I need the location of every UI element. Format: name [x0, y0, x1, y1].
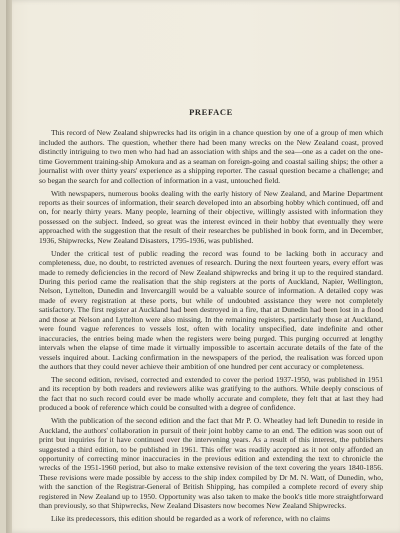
book-spine-shadow [6, 0, 12, 533]
book-page [6, 0, 400, 533]
paragraph-6: Like its predecessors, this edition should be regarded as a work of reference, with no claims [51, 514, 330, 524]
paragraph-2: With newspapers, numerous books dealing with the early history of New Zealand, and Marine Department reports as their sources of information, their search developed into an absorbing hobby which continued, off and on, for nearly thirty years. Many people, learning of their objective, willingly assisted with information they possessed on the subject. Indeed, so great was the interest evinced in their hobby that eventually they were approached with the suggestion that the result of their researches be published in book form, and in December, 1936, Shipwrecks, New Zealand Disasters, 1795-1936, was published. [39, 188, 383, 245]
page-heading: PREFACE [189, 107, 233, 117]
preface-text-block [39, 108, 383, 527]
paragraph-1: This record of New Zealand shipwrecks had its origin in a chance question by one of a group of men which included the authors. The question, whether there had been many wrecks on the New Zealand coast, proved distinctly intriguing to two men who had had an association with ships and the sea—one as a cadet on the one-time Government training-ship Amokura and as a seaman on foreign-going and coastal sailing ships; the other a journalist with over thirty years' experience as a shipping reporter. The casual question became a challenge; and so began the search for and collection of information in a vast, untouched field. [39, 128, 383, 185]
paragraph-5: With the publication of the second edition and the fact that Mr P. O. Wheatley had left Dunedin to reside in Auckland, the authors' collaboration in pursuit of their joint hobby came to an end. The edition was soon out of print but inquiries for it have continued over the intervening years. As a result of this interest, the publishers suggested a third edition, to be published in 1961. This offer was readily accepted as it not only afforded an opportunity of correcting minor inaccuracies in the previous edition and extending the text to chronicle the wrecks of the 1951-1960 period, but also to make extensive revision of the text covering the years 1840-1856. These revisions were made possible by access to the ship index compiled by Dr M. N. Watt, of Dunedin, who, with the sanction of the Registrar-General of British Shipping, has compiled a complete record of every ship registered in New Zealand up to 1950. Opportunity was also taken to make the book's title more straightforward than previously, so that Shipwrecks, New Zealand Disasters now becomes New Zealand Shipwrecks. [39, 416, 383, 511]
paragraph-4: The second edition, revised, corrected and extended to cover the period 1937-1950, was published in 1951 and its reception by both readers and reviewers alike was gratifying to the authors. While deeply conscious of the fact that no such record could ever be made wholly accurate and complete, they felt that at last they had produced a book of reference which could be consulted with a degree of confidence. [39, 374, 383, 413]
paragraph-3: Under the critical test of public reading the record was found to be lacking both in accuracy and completeness, due, no doubt, to restricted avenues of research. During the next fourteen years, every effort was made to remedy deficiencies in the record of New Zealand shipwrecks and bring it up to the required standard. During this period came the realisation that the ship registers at the ports of Auckland, Napier, Wellington, Nelson, Lyttelton, Dunedin and Invercargill would be a valuable source of information. A detailed copy was made of every registration at these ports, but while of undoubted assistance they were not completely satisfactory. The first register at Auckland had been destroyed in a fire, that at Dunedin had been lost in a flood and those at Nelson and Lyttelton were also missing. In the remaining registers, particularly those at Auckland, were found vague references to vessels lost, often with locality unspecified, date indefinite and other inaccuracies, the entries being made when the registers were being purged. This purging occurred at lengthy intervals when the elapse of time made it virtually impossible to ascertain accurate details of the fate of the vessels inquired about. Lacking confirmation in the newspapers of the period, the realisation was forced upon the authors that they could never achieve their ambition of one hundred per cent accuracy or completeness. [39, 248, 383, 372]
